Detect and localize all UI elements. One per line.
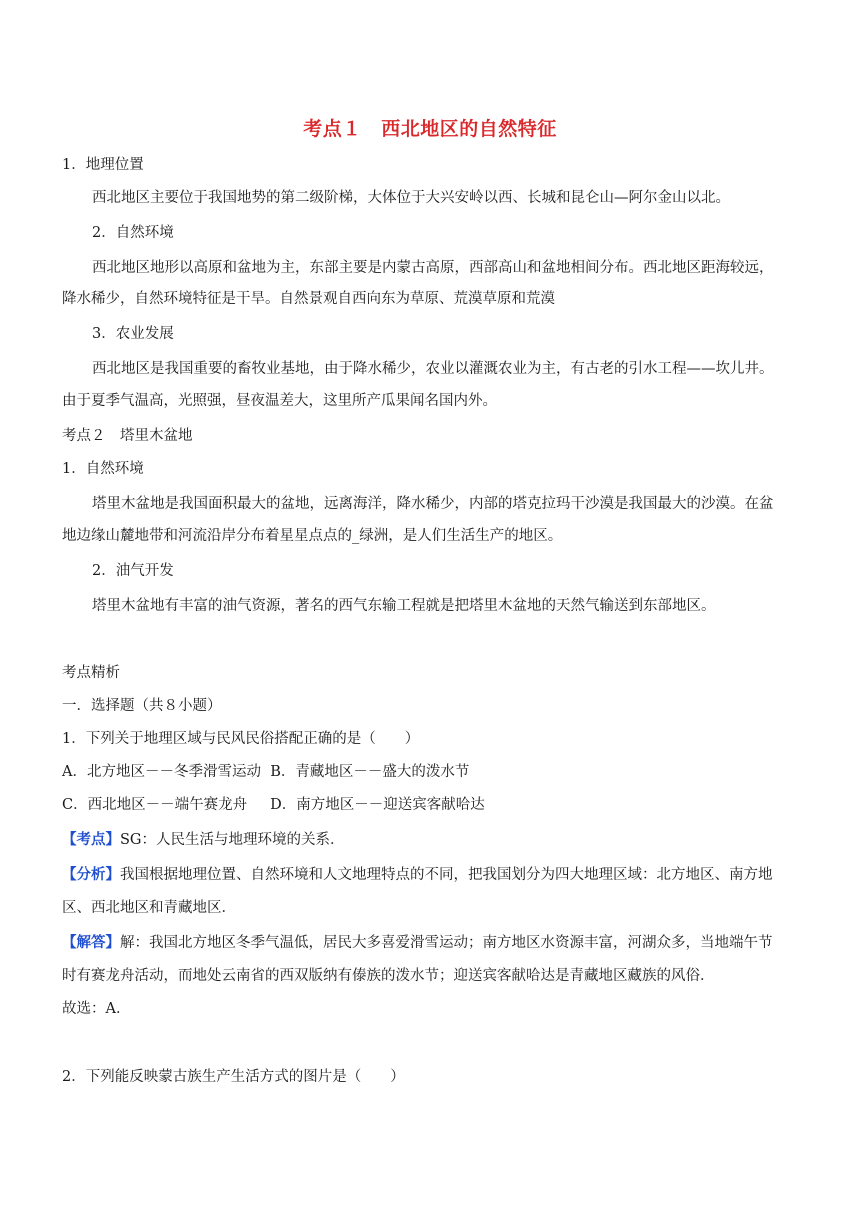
analysis-heading: 考点精析 [62,665,120,681]
kaodian2-section-heading-oil: 2．油气开发 [92,563,174,579]
paragraph-environment-line1: 西北地区地形以高原和盆地为主，东部主要是内蒙古高原，西部高山和盆地相间分布。西北地区距海较远， [92,260,774,276]
question-1-answer: 故选：A． [62,1001,131,1017]
paragraph-agriculture-line2: 由于夏季气温高，光照强，昼夜温差大，这里所产瓜果闻名国内外。 [62,393,497,409]
kaodian-text: SG：人民生活与地理环境的关系． [120,832,345,848]
kaodian2-paragraph-oil: 塔里木盆地有丰富的油气资源，著名的西气东输工程就是把塔里木盆地的天然气输送到东部地区。 [92,598,716,614]
question-1-jieda-line1 [62,932,802,954]
question-1-stem: 1．下列关于地理区域与民风民俗搭配正确的是（ ） [62,731,420,747]
kaodian2-paragraph-line1: 塔里木盆地是我国面积最大的盆地，远离海洋，降水稀少，内部的塔克拉玛干沙漠是我国最大的沙漠。在盆 [92,496,774,512]
kaodian2-paragraph-line2: 地边缘山麓地带和河流沿岸分布着星星点点的_绿洲，是人们生活生产的地区。 [62,528,563,544]
question-1-jieda-line2: 时有赛龙舟活动，而地处云南省的西双版纳有傣族的泼水节；迎送宾客献哈达是青藏地区藏族的风俗． [62,968,715,984]
section-heading-agriculture: 3．农业发展 [92,326,174,342]
kaodian2-section-heading-environment: 1．自然环境 [62,461,144,477]
question-1-kaodian [62,829,802,851]
section-heading-location: 1．地理位置 [62,157,144,173]
jieda-text-line1: 解：我国北方地区冬季气温低，居民大多喜爱滑雪运动；南方地区水资源丰富，河湖众多，当地端午节 [120,935,773,951]
paragraph-environment-line2: 降水稀少，自然环境特征是干旱。自然景观自西向东为草原、荒漠草原和荒漠 [62,291,555,307]
question-1-options-row2: C．西北地区－－端午赛龙舟 D．南方地区－－迎送宾客献哈达 [62,797,485,813]
question-2-stem: 2．下列能反映蒙古族生产生活方式的图片是（ ） [62,1069,405,1085]
kaodian2-heading: 考点２ 塔里木盆地 [62,428,193,444]
paragraph-agriculture-line1: 西北地区是我国重要的畜牧业基地，由于降水稀少，农业以灌溉农业为主，有古老的引水工程——坎儿井。 [92,361,774,377]
question-1-options-row1: A．北方地区－－冬季滑雪运动 B．青藏地区－－盛大的泼水节 [62,764,470,780]
kaodian-tag: 【考点】 [62,831,120,848]
question-1-fenxi-line1 [62,864,802,886]
analysis-part-title: 一．选择题（共８小题） [62,698,222,714]
question-1-fenxi-line2: 区、西北地区和青藏地区． [62,900,236,916]
section-heading-environment: 2．自然环境 [92,225,174,241]
fenxi-text-line1: 我国根据地理位置、自然环境和人文地理特点的不同，把我国划分为四大地理区域：北方地区、南方地 [120,867,773,883]
paragraph-location: 西北地区主要位于我国地势的第二级阶梯，大体位于大兴安岭以西、长城和昆仑山—阿尔金山以北。 [92,190,730,206]
fenxi-tag: 【分析】 [62,866,120,883]
jieda-tag: 【解答】 [62,934,120,951]
page-title: 考点１ 西北地区的自然特征 [303,118,557,140]
